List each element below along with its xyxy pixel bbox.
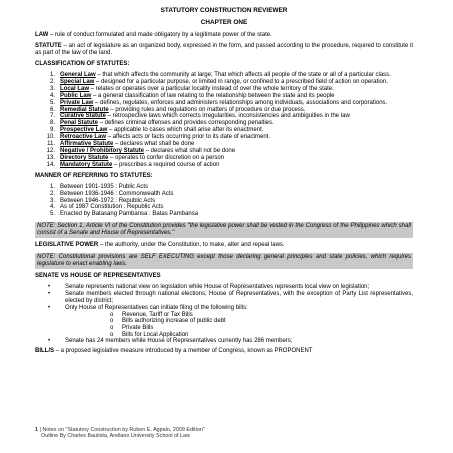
list-item [35, 141, 413, 148]
item-term: Private Law [60, 99, 94, 106]
statute-term: STATUTE [35, 43, 62, 49]
item-text: Senate represents national view on legislation while House of Representatives represents local view on legislation; [65, 284, 370, 291]
item-text: – a general classification of law relating to the relationship between the state and its people [91, 92, 335, 99]
item-text: Between 1936-1946 : Commonwealth Acts [60, 190, 174, 197]
list-item [35, 291, 413, 305]
list-item [65, 325, 413, 332]
item-number: 3. [49, 85, 55, 92]
list-item [35, 305, 413, 338]
item-number: 9. [49, 127, 55, 134]
statute-text: – an act of legislature as an organized body, expressed in the form, and passed according to the procedure, required to constitute it as part of the law of the land. [35, 43, 413, 56]
item-number: 1. [49, 183, 55, 190]
classification-heading: CLASSIFICATION OF STATUTES: [35, 61, 130, 67]
item-text: – relates or operates over a particular locality instead of over the whole territory of the state. [89, 85, 334, 92]
item-term: Special Law [60, 78, 95, 85]
item-term: Penal Statute [60, 120, 99, 127]
item-term: Prospective Law [60, 127, 108, 134]
list-item [35, 100, 413, 107]
item-text: – designed for a particular purpose, or limited in range, or confined to a prescribed field of action on operation. [94, 78, 388, 85]
classification-list [35, 72, 413, 169]
statute-definition [35, 43, 413, 57]
list-item [35, 191, 413, 198]
senate-vs-house-list [35, 284, 413, 345]
list-item [65, 332, 413, 339]
page-number: 1 [35, 427, 38, 433]
item-number: 3. [49, 197, 55, 204]
item-number: 12. [46, 147, 55, 154]
item-number: 10. [46, 134, 55, 141]
item-text: Between 1946-1972 : Republic Acts [60, 197, 156, 204]
item-text: Senate members elected through national elections; House of Representatives, with the exception of Party List representatives, elected by district; [65, 291, 413, 305]
item-number: 14. [46, 161, 55, 168]
item-number: 4. [49, 92, 55, 99]
footer-line-2: Outline By Charles Bautista, Arellano University School of Law [41, 433, 190, 439]
item-text: Revenue, Tariff or Tax Bills [122, 311, 193, 318]
list-item [35, 338, 413, 345]
list-item [35, 93, 413, 100]
item-text: As of 1987 Constitution : Republic Acts [60, 204, 164, 211]
legislative-power-text: – the authority, under the Constitution, to make, alter and repeal laws. [98, 242, 285, 249]
list-item [35, 148, 413, 155]
manner-list [35, 184, 413, 219]
item-text: Between 1901-1935 : Public Acts [60, 183, 149, 190]
list-item [35, 162, 413, 169]
list-item [65, 312, 413, 319]
item-text: Senate has 24 members while House of Representatives currently has 286 members; [65, 338, 293, 345]
bullet-icon: • [48, 291, 51, 298]
chapter-heading: CHAPTER ONE [200, 19, 248, 26]
list-item [35, 120, 413, 127]
bills-definition [35, 348, 413, 355]
item-text: – prescribes a required course of action [112, 161, 220, 168]
item-term: Local Law [60, 85, 90, 92]
item-number: 8. [49, 120, 55, 127]
item-number: 2. [49, 78, 55, 85]
law-term: LAW [35, 32, 49, 38]
list-item [35, 198, 413, 205]
item-number: 11. [47, 141, 55, 148]
list-item [35, 113, 413, 120]
item-number: 6. [49, 106, 55, 113]
item-text: – declares what shall be done [113, 141, 195, 148]
list-item [35, 184, 413, 191]
footer-notes: | Notes on "Statutory Construction by Ruben E. Agpalo, 2009 Edition" [38, 427, 205, 433]
item-number: 7. [49, 113, 55, 120]
item-text: – defines, regulates, enforces and administers relationships among individuals, associations and corporations. [93, 99, 388, 106]
senate-vs-house-heading: SENATE VS HOUSE OF REPRESENTATIVES [35, 273, 161, 280]
item-text: – operates to confer discretion on a person [108, 154, 225, 161]
circle-bullet-icon: o [110, 331, 114, 338]
item-number: 4. [49, 204, 55, 211]
item-text: Bills authorizing increase of public debt [122, 318, 226, 325]
item-number: 2. [49, 190, 55, 197]
item-term: Curative Statute [60, 113, 107, 120]
bill-types-list [65, 312, 413, 338]
list-item [35, 79, 413, 86]
item-text: Only House of Representatives can initiate filing of the following bills: [65, 304, 248, 311]
item-text: – that which affects the community at large; That which affects all people of the state or all of a particular class. [95, 72, 391, 78]
item-term: Affirmative Statute [60, 141, 114, 148]
bullet-icon: • [48, 338, 51, 345]
item-text: – applicable to cases which shall arise after its enactment. [107, 127, 264, 134]
legislative-power-term: LEGISLATIVE POWER [35, 242, 99, 249]
circle-bullet-icon: o [110, 318, 114, 325]
item-number: 1. [49, 72, 55, 78]
item-number: 13. [46, 154, 55, 161]
bullet-icon: • [48, 304, 51, 311]
list-item [35, 155, 413, 162]
item-text: Enacted by Batasang Pambansa : Batas Pambansa [60, 211, 199, 218]
bills-term: BILL/S [35, 348, 54, 355]
item-text: – retrospective laws which corrects irregularities, inconsistencies and ambiguities in the law [106, 113, 350, 120]
item-text: Private Bills [122, 325, 154, 332]
list-item [35, 204, 413, 211]
list-item [35, 211, 413, 218]
item-text: – providing rules and regulations on matters of procedure or due process. [108, 106, 306, 113]
list-item [35, 72, 413, 79]
law-definition [35, 32, 413, 39]
item-term: Remedial Statute [60, 106, 109, 113]
law-text: – rule of conduct formulated and made obligatory by a legitimate power of the state. [48, 32, 272, 38]
list-item [35, 86, 413, 93]
legislative-power-definition [35, 242, 413, 249]
item-number: 5. [49, 211, 55, 218]
page-footer [35, 427, 415, 439]
document-title: STATUTORY CONSTRUCTION REVIEWER [160, 7, 288, 14]
self-executing-note: NOTE: Constitutional provisions are SELF EXECUTING except those declaring general principles and state policies, which requires legislature to enact enabling laws. [37, 254, 411, 268]
list-item [35, 284, 413, 291]
item-text: – declares what shall not be done [144, 147, 236, 154]
item-term: Mandatory Statute [60, 161, 113, 168]
bullet-icon: • [48, 284, 51, 291]
item-term: Directory Statute [60, 154, 109, 161]
list-item [65, 318, 413, 325]
item-term: General Law [60, 72, 96, 78]
list-item [35, 127, 413, 134]
constitution-note: NOTE: Section 1, Article VI of the Constitution provides "the legislative power shall be vested in the Congress of the Philippines which shall consist of a Senate and House of Representatives." [37, 223, 411, 237]
circle-bullet-icon: o [110, 311, 114, 318]
item-term: Retroactive Law [60, 134, 107, 141]
manner-heading: MANNER OF REFERRING TO STATUTES: [35, 172, 153, 179]
item-number: 5. [49, 99, 55, 106]
list-item [35, 107, 413, 114]
item-term: Public Law [60, 92, 92, 99]
item-text: Bills for Local Application [122, 331, 189, 338]
item-text: – affects acts or facts occurring prior to its date of enactment. [106, 134, 270, 141]
item-text: – defines criminal offenses and provides corresponding penalties. [98, 120, 274, 127]
bills-text: – a proposed legislative measure introduced by a member of Congress, known as PROPONENT [54, 348, 313, 355]
circle-bullet-icon: o [110, 325, 114, 332]
item-term: Negative / Prohibitory Statute [60, 147, 145, 154]
list-item [35, 134, 413, 141]
